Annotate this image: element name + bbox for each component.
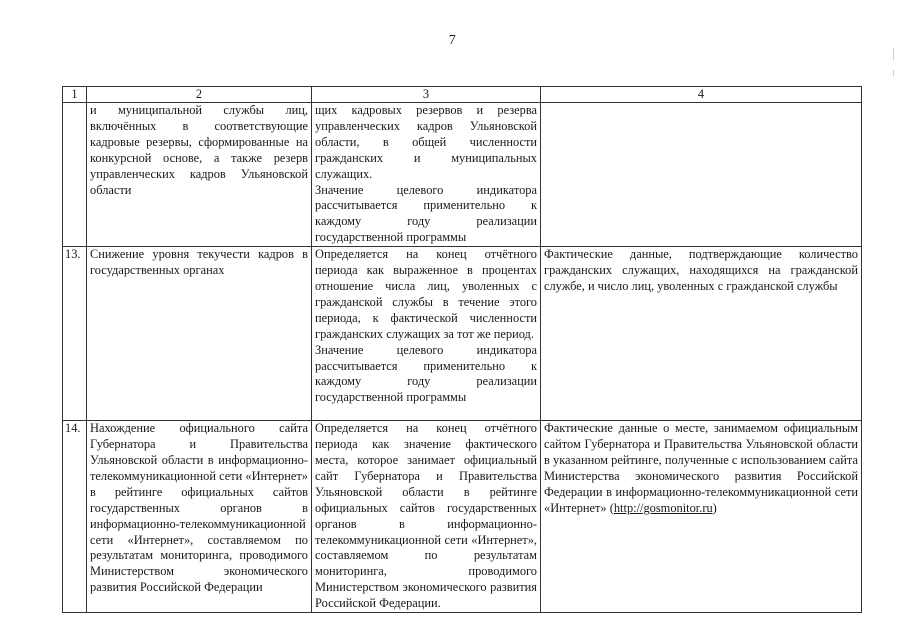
- row-number: [63, 103, 87, 247]
- gosmonitor-link[interactable]: http://gosmonitor.ru: [613, 500, 713, 515]
- indicator-name-cell: Снижение уровня текучести кадров в государственных органах: [87, 247, 312, 421]
- data-source-text: Фактические данные о месте, занимаемом официальным сайтом Губернатора и Правительства Ульяновской области в указанном рейтинге, полученные с использованием сайта Министерства экономического развития Российской Федерации в информационно-телекоммуникационной сети «Интернет» (: [544, 421, 858, 515]
- scan-artifact: [893, 70, 894, 76]
- calculation-method-text: щих кадровых резервов и резерва управленческих кадров Ульяновской области, в общей численности гражданских и муниципальных служащих.: [315, 103, 537, 181]
- calculation-method-text: Определяется на конец отчётного периода как выраженное в процентах отношение числа лиц, уволенных с гражданской службы в течение этого периода, к фактической численности гражданских служащих за тот же период.: [315, 247, 537, 341]
- table-row: [63, 103, 862, 247]
- data-source-cell: Фактические данные, подтверждающие количество гражданских служащих, находящихся на гражданской службе, и число лиц, уволенных с гражданской службы: [541, 247, 862, 421]
- header-col-3: 3: [312, 87, 541, 103]
- data-source-tail: ): [712, 500, 717, 515]
- data-source-cell: [541, 421, 862, 613]
- indicator-name-cell: Нахождение официального сайта Губернатора и Правительства Ульяновской области в информационно-телекоммуникационной сети «Интернет» в рейтинге официальных сайтов государственных органов в информационно-телекоммуникационной сети «Интернет», составляемом по результатам мониторинга, проводимого Министерством экономического развития Российской Федерации: [87, 421, 312, 613]
- calculation-method-cell: [312, 247, 541, 421]
- calculation-method-text: Определяется на конец отчётного периода как значение фактического места, которое занимает официальный сайт Губернатора и Правительства Ульяновской области в рейтинге официальных сайтов государственных органов в информационно-телекоммуникационной сети «Интернет», составляемом по результатам мониторинга, проводимого Министерством экономического развития Российской Федерации.: [315, 421, 537, 611]
- row-number: 13.: [63, 247, 87, 421]
- scan-artifact: [893, 48, 894, 60]
- page-number: 7: [448, 33, 457, 48]
- calculation-note-text: Значение целевого индикатора рассчитывается применительно к каждому году реализации государственной программы: [315, 342, 537, 405]
- indicator-name-cell: и муниципальной службы лиц, включённых в соответствующие кадровые резервы, сформированные на конкурсной основе, а также резерв управленческих кадров Ульяновской области: [87, 103, 312, 247]
- calculation-method-cell: [312, 421, 541, 613]
- header-col-4: 4: [541, 87, 862, 103]
- calculation-method-cell: [312, 103, 541, 247]
- row-number: 14.: [63, 421, 87, 613]
- table-row: [63, 247, 862, 421]
- data-source-cell: [541, 103, 862, 247]
- indicators-table: [62, 86, 862, 613]
- table-row: [63, 421, 862, 613]
- header-col-1: 1: [63, 87, 87, 103]
- header-col-2: 2: [87, 87, 312, 103]
- table-header-row: [63, 87, 862, 103]
- calculation-note-text: Значение целевого индикатора рассчитывается применительно к каждому году реализации государственной программы: [315, 182, 537, 245]
